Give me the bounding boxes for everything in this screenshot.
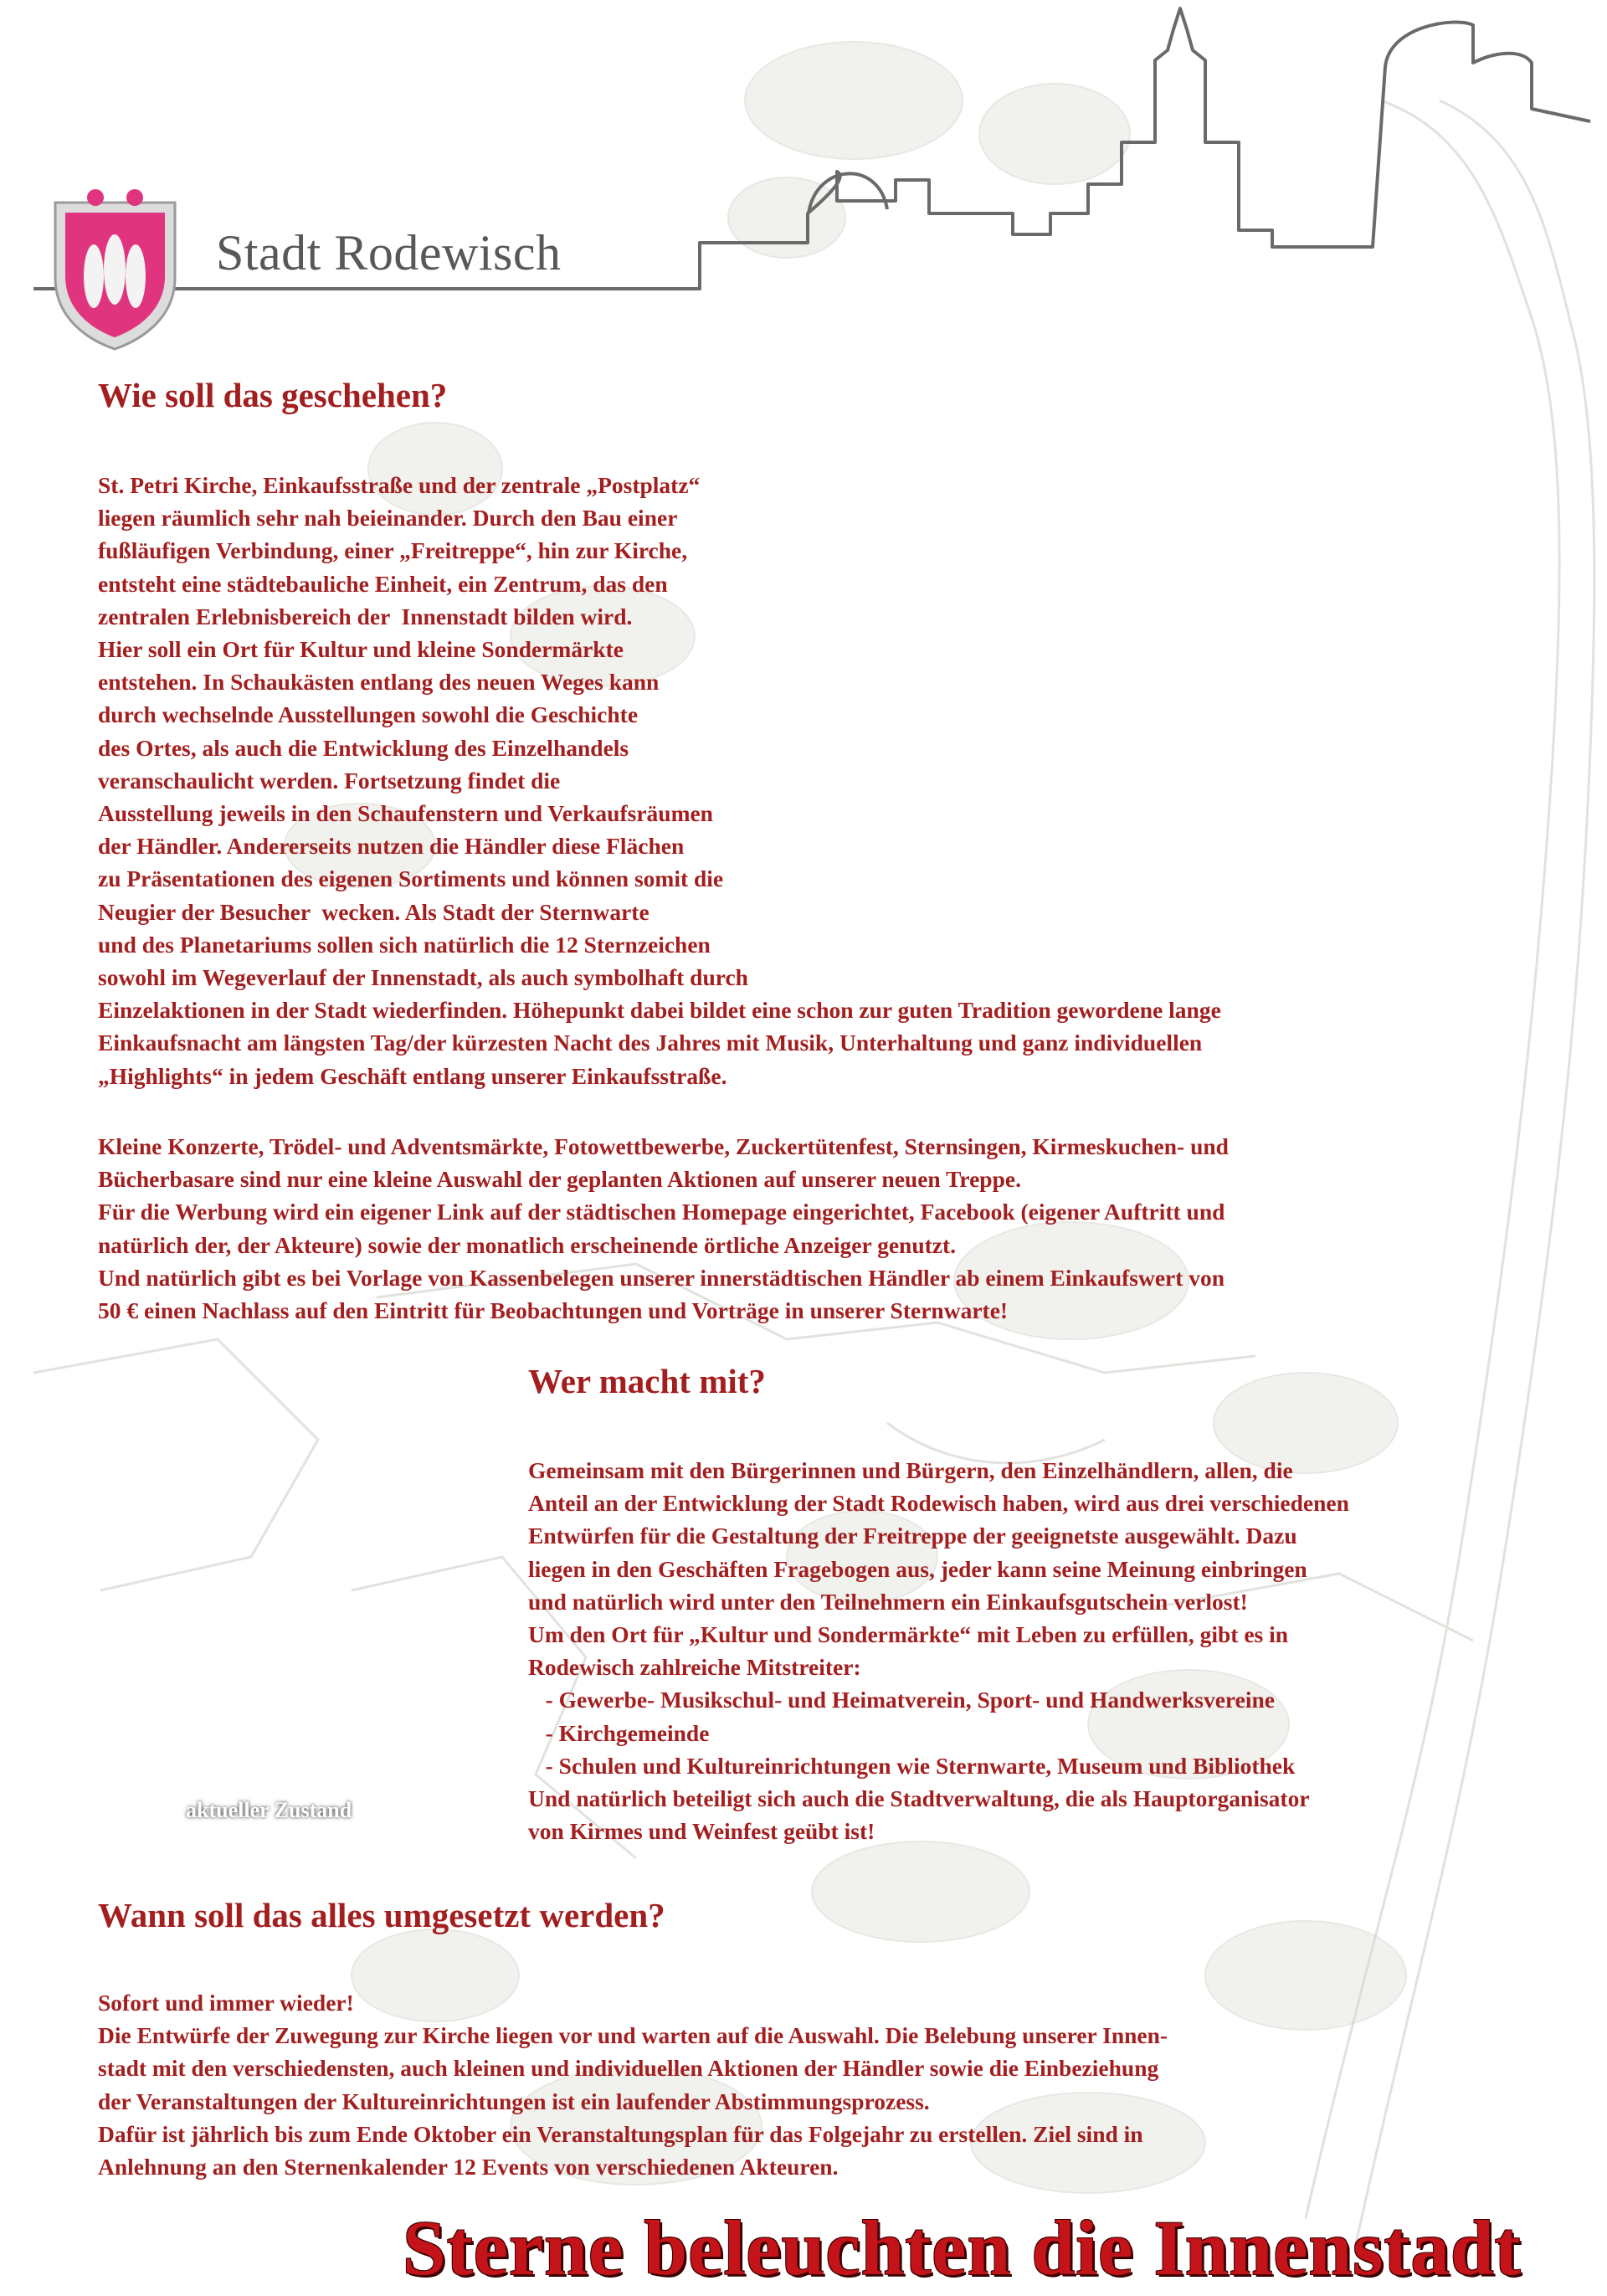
text-line: Neugier der Besucher wecken. Als Stadt der Sternwarte bbox=[98, 898, 649, 925]
section-how-body bbox=[98, 469, 1221, 1092]
text-line: durch wechselnde Ausstellungen sowohl die Geschichte bbox=[98, 701, 639, 728]
photo-caption: aktueller Zustand bbox=[186, 1798, 352, 1822]
text-line: Die Entwürfe der Zuwegung zur Kirche liegen vor und warten auf die Auswahl. Die Belebung unserer Innen- bbox=[98, 2022, 1168, 2049]
text-line: Kleine Konzerte, Trödel- und Adventsmärkte, Fotowettbewerbe, Zuckertütenfest, Sternsingen, Kirmeskuchen- und bbox=[98, 1133, 1229, 1159]
text-line: entsteht eine städtebauliche Einheit, ein Zentrum, das den bbox=[98, 570, 668, 597]
brand-name: Stadt Rodewisch bbox=[216, 225, 562, 280]
text-line: fußläufigen Verbindung, einer „Freitreppe“, hin zur Kirche, bbox=[98, 537, 688, 564]
text-line: liegen räumlich sehr nah beieinander. Durch den Bau einer bbox=[98, 505, 678, 532]
section-when-body bbox=[98, 1986, 1168, 2183]
slogan-title: Sterne beleuchten die Innenstadt bbox=[403, 2206, 1522, 2292]
section-heading-how: Wie soll das geschehen? bbox=[98, 376, 448, 414]
text-line: Rodewisch zahlreiche Mitstreiter: bbox=[528, 1654, 861, 1681]
text-line: natürlich der, der Akteure) sowie der monatlich erscheinende örtliche Anzeiger genutzt. bbox=[98, 1231, 957, 1258]
text-line: „Highlights“ in jedem Geschäft entlang unserer Einkaufsstraße. bbox=[98, 1062, 727, 1089]
church-photo bbox=[92, 1473, 465, 1892]
coat-of-arms-icon bbox=[47, 186, 183, 351]
text-line: - Kirchgemeinde bbox=[528, 1719, 710, 1746]
text-line: stadt mit den verschiedensten, auch kleinen und individuellen Aktionen der Händler sowie die Einbeziehung bbox=[98, 2055, 1159, 2082]
text-line: Entwürfen für die Gestaltung der Freitreppe der geeignetste ausgewählt. Dazu bbox=[528, 1523, 1297, 1549]
text-line: Dafür ist jährlich bis zum Ende Oktober ein Veranstaltungsplan für das Folgejahr zu erstellen. Ziel sind in bbox=[98, 2120, 1143, 2147]
text-line: von Kirmes und Weinfest geübt ist! bbox=[528, 1818, 875, 1845]
text-line: entstehen. In Schaukästen entlang des neuen Weges kann bbox=[98, 669, 660, 696]
text-line: Gemeinsam mit den Bürgerinnen und Bürgern, den Einzelhändlern, allen, die bbox=[528, 1457, 1293, 1483]
text-line: und des Planetariums sollen sich natürlich die 12 Sternzeichen bbox=[98, 931, 711, 958]
text-line: veranschaulicht werden. Fortsetzung findet die bbox=[98, 767, 561, 794]
text-line: Einkaufsnacht am längsten Tag/der kürzesten Nacht des Jahres mit Musik, Unterhaltung und ganz individuellen bbox=[98, 1030, 1203, 1056]
text-line: - Gewerbe- Musikschul- und Heimatverein, Sport- und Handwerksvereine bbox=[528, 1687, 1275, 1713]
text-line: Sofort und immer wieder! bbox=[98, 1990, 354, 2016]
text-line: St. Petri Kirche, Einkaufsstraße und der zentrale „Postplatz“ bbox=[98, 472, 701, 498]
text-line: Anteil an der Entwicklung der Stadt Rodewisch haben, wird aus drei verschiedenen bbox=[528, 1490, 1349, 1517]
text-line: sowohl im Wegeverlauf der Innenstadt, als auch symbolhaft durch bbox=[98, 964, 748, 991]
text-line: Ausstellung jeweils in den Schaufenstern und Verkaufsräumen bbox=[98, 800, 713, 827]
text-line: Einzelaktionen in der Stadt wiederfinden. Höhepunkt dabei bildet eine schon zur guten Tradition gewordene lange bbox=[98, 997, 1221, 1024]
text-line: - Schulen und Kultureinrichtungen wie Sternwarte, Museum und Bibliothek bbox=[528, 1752, 1296, 1779]
text-line: der Veranstaltungen der Kultureinrichtungen ist ein laufender Abstimmungsprozess. bbox=[98, 2088, 930, 2114]
text-line: Hier soll ein Ort für Kultur und kleine Sondermärkte bbox=[98, 636, 624, 663]
text-line: zu Präsentationen des eigenen Sortiments und können somit die bbox=[98, 865, 724, 892]
text-line: Um den Ort für „Kultur und Sondermärkte“ mit Leben zu erfüllen, gibt es in bbox=[528, 1621, 1289, 1648]
text-line: 50 € einen Nachlass auf den Eintritt für Beobachtungen und Vorträge in unserer Sternwarte! bbox=[98, 1297, 1009, 1324]
text-line: liegen in den Geschäften Fragebogen aus, jeder kann seine Meinung einbringen bbox=[528, 1555, 1307, 1582]
text-line: Und natürlich beteiligt sich auch die Stadtverwaltung, die als Hauptorganisator bbox=[528, 1785, 1310, 1812]
section-heading-who: Wer macht mit? bbox=[528, 1362, 766, 1400]
text-line: zentralen Erlebnisbereich der Innenstadt bilden wird. bbox=[98, 603, 633, 629]
section-who-body bbox=[528, 1454, 1349, 1847]
section-heading-when: Wann soll das alles umgesetzt werden? bbox=[98, 1896, 665, 1934]
text-line: und natürlich wird unter den Teilnehmern ein Einkaufsgutschein verlost! bbox=[528, 1588, 1248, 1615]
text-line: Für die Werbung wird ein eigener Link auf der städtischen Homepage eingerichtet, Facebook (eigener Auftritt und bbox=[98, 1199, 1225, 1225]
section-actions-body bbox=[98, 1130, 1229, 1327]
text-line: der Händler. Andererseits nutzen die Händler diese Flächen bbox=[98, 833, 685, 860]
text-line: Anlehnung an den Sternenkalender 12 Events von verschiedenen Akteuren. bbox=[98, 2154, 839, 2180]
text-line: des Ortes, als auch die Entwicklung des Einzelhandels bbox=[98, 734, 629, 761]
text-line: Bücherbasare sind nur eine kleine Auswahl der geplanten Aktionen auf unserer neuen Treppe. bbox=[98, 1166, 1021, 1193]
text-line: Und natürlich gibt es bei Vorlage von Kassenbelegen unserer innerstädtischen Händler ab einem Einkaufswert von bbox=[98, 1264, 1225, 1291]
